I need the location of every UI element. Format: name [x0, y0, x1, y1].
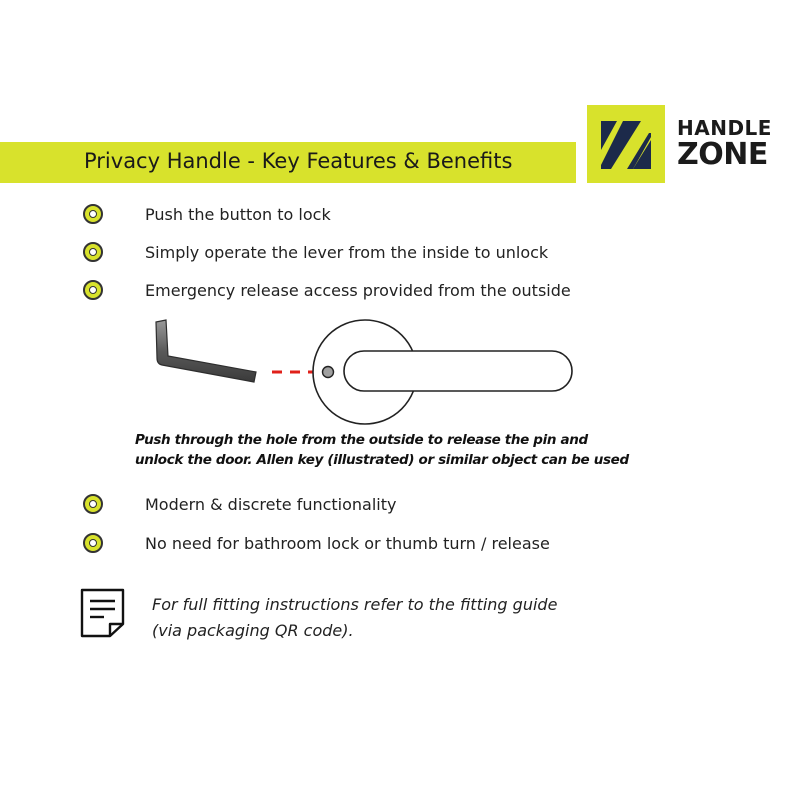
- brand-logo-text: [677, 118, 772, 170]
- bullet-icon: [83, 242, 103, 262]
- feature-item: Modern & discrete functionality: [145, 495, 397, 514]
- bullet-icon: [83, 533, 103, 553]
- bullet-icon: [83, 280, 103, 300]
- feature-item: Emergency release access provided from the outside: [145, 281, 571, 300]
- feature-item: Simply operate the lever from the inside to unlock: [145, 243, 549, 262]
- illustration-caption: [135, 430, 629, 470]
- fitting-note-line-1: For full fitting instructions refer to the fitting guide: [152, 595, 558, 614]
- z-logo-icon: [587, 105, 665, 183]
- bullet-icon: [83, 494, 103, 514]
- fitting-note-line-2: (via packaging QR code).: [152, 621, 354, 640]
- feature-item: No need for bathroom lock or thumb turn / release: [145, 534, 550, 553]
- logo-word-zone: ZONE: [677, 137, 768, 172]
- page-title: Privacy Handle - Key Features & Benefits: [84, 149, 513, 173]
- logo-word-handle: HANDLE: [677, 116, 772, 140]
- bullet-icon: [83, 204, 103, 224]
- release-hole: [323, 367, 334, 378]
- emergency-release-illustration: [140, 310, 600, 435]
- feature-item: Push the button to lock: [145, 205, 331, 224]
- caption-line-1: Push through the hole from the outside to release the pin and: [135, 432, 588, 448]
- brand-logo-mark: [587, 105, 665, 183]
- document-icon: [80, 588, 126, 638]
- handle-lever: [344, 351, 572, 391]
- allen-key-icon: [156, 320, 256, 382]
- fitting-instructions-note: [152, 592, 557, 644]
- caption-line-2: unlock the door. Allen key (illustrated) or similar object can be used: [135, 452, 629, 468]
